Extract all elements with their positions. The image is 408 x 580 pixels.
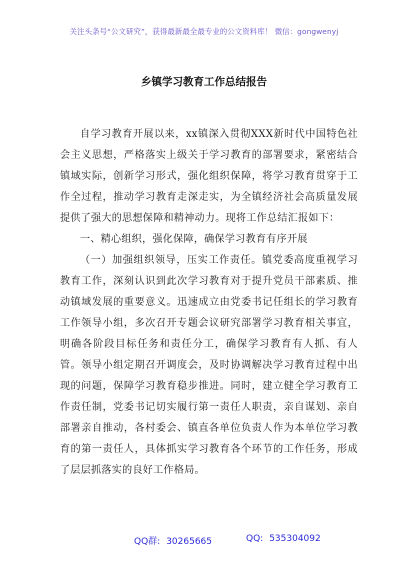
intro-paragraph: 自学习教育开展以来，xx镇深入贯彻XXX新时代中国特色社会主义思想，严格落实上级关于学习教育的部署要求，紧密结合镇域实际，创新学习形式，强化组织保障，将学习教育贯穿于工作全过程，推动学习教育走深走实，为全镇经济社会高质量发展提供了强大的思想保障和精神动力。现将工作总结汇报如下： [60,129,358,224]
qq-group-label: QQ群: [134,537,161,547]
section-heading: 一、精心组织，强化保障，确保学习教育有序开展 [80,234,308,245]
header-banner: 关注头条号“公文研究”，获得最新最全最专业的公文资料库！ 微信：gongwenyj [69,27,339,36]
qq-label: QQ: [246,534,264,544]
qq-info [240,534,321,544]
body-paragraph: （一）加强组织领导，压实工作责任。镇党委高度重视学习教育工作，深刻认识到此次学习教育对于提升党员干部素质、推动镇域发展的重要意义。迅速成立由党委书记任组长的学习教育工作领导小组，多次召开专题会议研究部署学习教育相关事宜，明确各阶段目标任务和责任分工，确保学习教育有人抓、有人管。领导小组定期召开调度会，及时协调解决学习教育过程中出现的问题，保障学习教育稳步推进。同时，建立健全学习教育工作责任制，党委书记切实履行第一责任人职责，亲自谋划、亲自部署亲自推动，各村委会、镇直各单位负责人作为本单位学习教育的第一责任人，具体抓实学习教育各个环节的工作任务，形成了层层抓落实的良好工作格局。 [60,255,358,476]
document-body [60,124,358,481]
qq-group-info [128,534,212,547]
qq-group-number: 30265665 [166,537,213,547]
qq-number: 535304092 [269,534,321,544]
document-title: 乡镇学习教育工作总结报告 [141,76,267,88]
